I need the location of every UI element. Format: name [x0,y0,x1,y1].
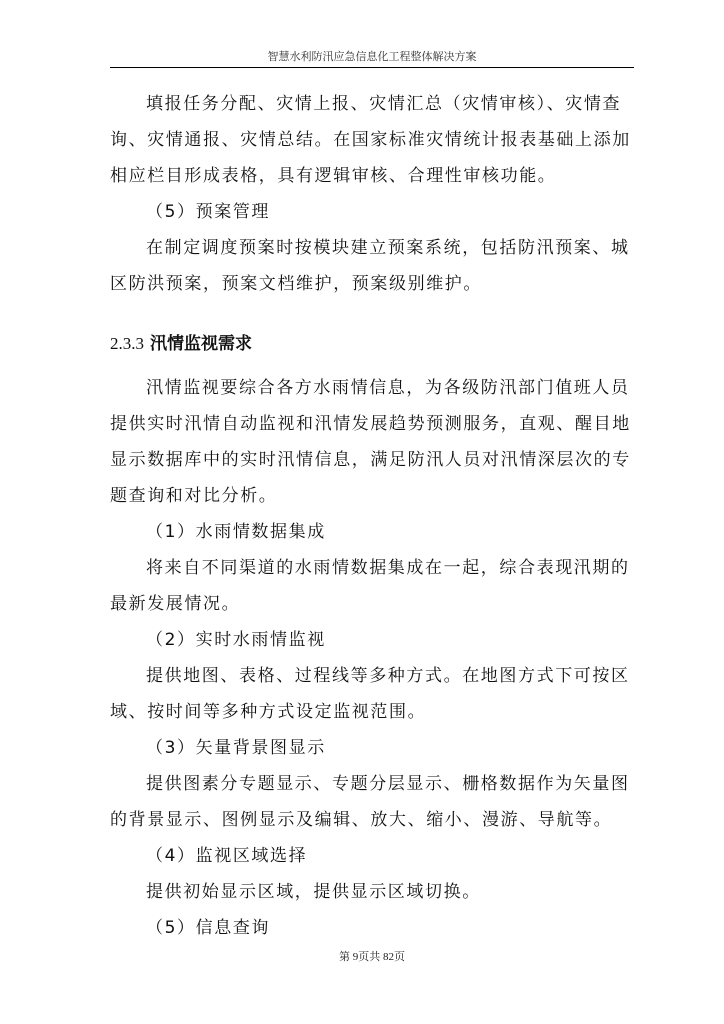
section-title: 汛情监视需求 [150,334,252,354]
subsection-vector-background: （3）矢量背景图显示 [146,738,326,758]
page-number: 第 9页共 82页 [339,951,405,963]
running-header: 智慧水利防汛应急信息化工程整体解决方案 [267,50,477,63]
section-heading [110,326,252,362]
header-divider [110,67,634,68]
subsection-area-selection: （4）监视区域选择 [146,846,308,866]
body-paragraph-data-integration: 将来自不同渠道的水雨情数据集成在一起，综合表现汛期的最新发展情况。 [110,558,630,614]
body-paragraph-vector-background: 提供图素分专题显示、专题分层显示、栅格数据作为矢量图的背景显示、图例显示及编辑、放大、缩小、漫游、导航等。 [110,774,630,830]
section-number: 2.3.3 [110,334,144,353]
body-paragraph-flood-monitoring: 汛情监视要综合各方水雨情信息，为各级防汛部门值班人员提供实时汛情自动监视和汛情发展趋势预测服务，直观、醒目地显示数据库中的实时汛情信息，满足防汛人员对汛情深层次的专题查询和对比分析。 [110,378,631,506]
body-paragraph-disaster-reporting: 填报任务分配、灾情上报、灾情汇总（灾情审核）、灾情查询、灾情通报、灾情总结。在国家标准灾情统计报表基础上添加相应栏目形成表格，具有逻辑审核、合理性审核功能。 [110,94,631,186]
body-paragraph-plan-management: 在制定调度预案时按模块建立预案系统，包括防汛预案、城区防洪预案，预案文档维护，预案级别维护。 [110,238,630,294]
subsection-realtime-monitoring: （2）实时水雨情监视 [146,630,326,650]
subsection-plan-management: （5）预案管理 [146,202,271,222]
body-paragraph-area-selection: 提供初始显示区域，提供显示区域切换。 [146,882,481,902]
subsection-info-query: （5）信息查询 [146,918,271,938]
subsection-data-integration: （1）水雨情数据集成 [146,522,326,542]
body-paragraph-realtime-monitoring: 提供地图、表格、过程线等多种方式。在地图方式下可按区域、按时间等多种方式设定监视范围。 [110,666,630,722]
